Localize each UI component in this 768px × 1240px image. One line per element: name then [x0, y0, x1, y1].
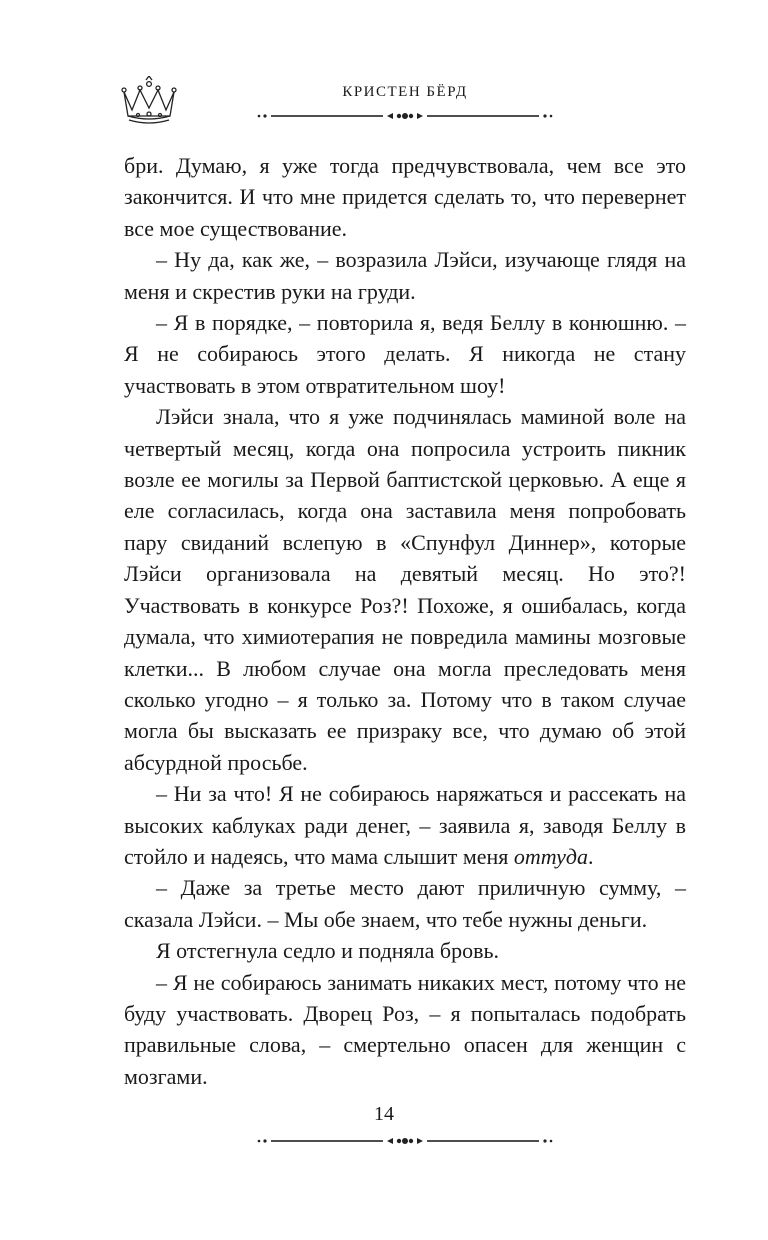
paragraph-7: Я отстегнула седло и подняла бровь.	[156, 938, 500, 964]
paragraph-3: – Я в порядке, – повторила я, ведя Беллу в конюшню. – Я не собираюсь этого делать. Я никогда не стану участвовать в этом отвратительном шоу!	[124, 310, 686, 398]
paragraph-5	[124, 778, 686, 872]
crown-icon	[118, 76, 180, 128]
body-text	[124, 150, 686, 1092]
paragraph-5-text: – Ни за что! Я не собираюсь наряжаться и рассекать на высоких каблуках ради денег, – заявила я, заводя Беллу в стойло и надеясь, что мама слышит меня	[124, 781, 686, 869]
divider-ornament-top	[255, 109, 555, 123]
divider-ornament-bottom	[255, 1134, 555, 1148]
running-head: КРИСТЕН БЁРД	[342, 84, 468, 100]
paragraph-4: Лэйси знала, что я уже подчинялась маминой воле на четвертый месяц, когда она попросила устроить пикник возле ее могилы за Первой баптистской церковью. А еще я еле согласилась, когда она заставила меня попробовать пару свиданий вслепую в «Спунфул Диннер», которые Лэйси организовала на девятый месяц. Но это?! Участвовать в конкурсе Роз?! Похоже, я ошибалась, когда думала, что химиотерапия не повредила мамины мозговые клетки... В любом случае она могла преследовать меня сколько угодно – я только за. Потому что в таком случае могла бы высказать ее призраку все, что думаю об этой абсурдной просьбе.	[124, 404, 686, 775]
paragraph-8: – Я не собираюсь занимать никаких мест, потому что не буду участвовать. Дворец Роз, – я попыталась подобрать правильные слова, – смертельно опасен для женщин с мозгами.	[124, 969, 686, 1089]
page-number: 14	[374, 1103, 394, 1125]
paragraph-2: – Ну да, как же, – возразила Лэйси, изучающе глядя на меня и скрестив руки на груди.	[124, 247, 686, 304]
emphasis-word: оттуда	[513, 843, 588, 869]
paragraph-1: бри. Думаю, я уже тогда предчувствовала, чем все это закончится. И что мне придется сделать то, что перевернет все мое существование.	[124, 153, 686, 241]
emphasis-trail: .	[587, 843, 594, 869]
paragraph-6: – Даже за третье место дают приличную сумму, – сказала Лэйси. – Мы обе знаем, что тебе нужны деньги.	[124, 875, 686, 932]
